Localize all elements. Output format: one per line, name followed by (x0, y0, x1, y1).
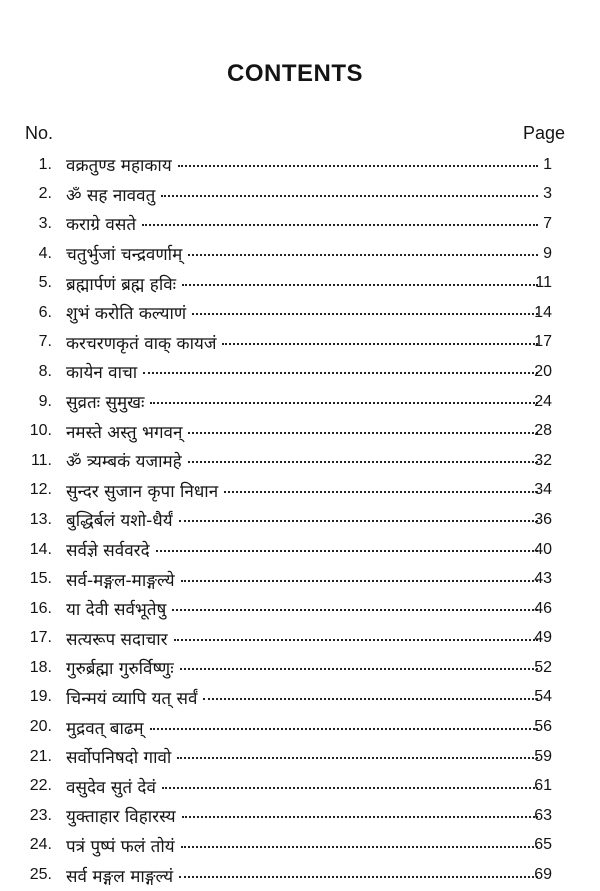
entry-number: 24. (29, 836, 52, 854)
dot-leader (224, 491, 538, 493)
entry-number: 9. (38, 392, 52, 410)
entry-title: गुरुर्ब्रह्मा गुरुर्विष्णुः (66, 659, 174, 680)
dot-leader (177, 757, 538, 759)
entry-page: 52 (534, 658, 552, 676)
entry-title: कायेन वाचा (66, 363, 138, 384)
entry-number: 7. (38, 333, 52, 351)
entry-page: 59 (534, 747, 552, 765)
page-column-header: Page (523, 123, 566, 143)
entry-title: मुद्रवत् बाढम् (66, 718, 144, 739)
entry-number: 4. (38, 244, 52, 262)
toc-entry[interactable] (0, 831, 600, 861)
dot-leader (162, 787, 538, 789)
dot-leader (188, 461, 538, 463)
entry-number: 22. (29, 777, 52, 795)
dot-leader (150, 728, 538, 730)
entry-page: 63 (534, 806, 552, 824)
entry-number: 3. (38, 214, 52, 232)
entry-number: 13. (29, 510, 52, 528)
dot-leader (182, 284, 538, 286)
entry-page: 32 (534, 451, 552, 469)
dot-leader (150, 402, 538, 404)
entry-page: 49 (534, 629, 552, 647)
entry-title: सत्यरूप सदाचार (66, 629, 168, 650)
entry-page: 46 (534, 599, 552, 617)
dot-leader (142, 224, 538, 226)
entry-page: 7 (543, 214, 552, 232)
dot-leader (178, 165, 538, 167)
toc-entry[interactable] (0, 298, 600, 328)
dot-leader (188, 432, 538, 434)
dot-leader (188, 254, 538, 256)
entry-title: सुव्रतः सुमुखः (66, 393, 145, 414)
entry-page: 17 (534, 333, 552, 351)
dot-leader (180, 668, 538, 670)
entry-title: पत्रं पुष्पं फलं तोयं (66, 836, 175, 857)
toc-entry[interactable] (0, 683, 600, 713)
table-of-contents (0, 150, 600, 890)
dot-leader (192, 313, 538, 315)
entry-title: शुभं करोति कल्याणं (66, 304, 187, 325)
entry-page: 11 (535, 274, 552, 292)
entry-title: ॐ त्र्यम्बकं यजामहे (66, 452, 182, 473)
entry-title: चतुर्भुजां चन्द्रवर्णाम् (66, 245, 183, 266)
toc-entry[interactable] (0, 476, 600, 506)
entry-number: 15. (29, 570, 52, 588)
entry-title: वसुदेव सुतं देवं (66, 777, 156, 798)
toc-entry[interactable] (0, 387, 600, 417)
toc-entry[interactable] (0, 209, 600, 239)
dot-leader (182, 816, 538, 818)
entry-title: ब्रह्मार्पणं ब्रह्म हविः (66, 274, 177, 295)
entry-page: 61 (534, 777, 552, 795)
entry-page: 34 (534, 481, 552, 499)
toc-entry[interactable] (0, 712, 600, 742)
entry-number: 2. (38, 185, 52, 203)
entry-title: वक्रतुण्ड महाकाय (66, 156, 172, 177)
dot-leader (179, 520, 538, 522)
entry-number: 11. (30, 451, 52, 469)
entry-number: 8. (38, 362, 52, 380)
dot-leader (143, 372, 538, 374)
entry-page: 40 (534, 540, 552, 558)
toc-entry[interactable] (0, 180, 600, 210)
entry-page: 28 (534, 422, 552, 440)
entry-title: ॐ सह नाववतु (66, 185, 156, 206)
entry-title: सर्व-मङ्गल-माङ्गल्ये (66, 570, 175, 591)
entry-title: करचरणकृतं वाक् कायजं (66, 333, 217, 354)
entry-number: 1. (38, 155, 52, 173)
toc-entry[interactable] (0, 564, 600, 594)
toc-entry[interactable] (0, 742, 600, 772)
toc-entry[interactable] (0, 801, 600, 831)
entry-page: 1 (543, 155, 552, 173)
toc-entry[interactable] (0, 239, 600, 269)
toc-entry[interactable] (0, 268, 600, 298)
dot-leader (203, 698, 538, 700)
entry-title: चिन्मयं व्यापि यत् सर्वं (66, 688, 198, 709)
entry-page: 56 (534, 718, 552, 736)
entry-title: कराग्रे वसते (66, 215, 137, 236)
entry-number: 16. (29, 599, 52, 617)
dot-leader (172, 609, 538, 611)
dot-leader (181, 580, 538, 582)
entry-number: 21. (29, 747, 52, 765)
entry-number: 14. (29, 540, 52, 558)
dot-leader (181, 846, 538, 848)
entry-page: 3 (543, 185, 552, 203)
dot-leader (161, 195, 538, 197)
toc-entry[interactable] (0, 624, 600, 654)
entry-page: 36 (534, 510, 552, 528)
entry-number: 25. (29, 866, 52, 884)
entry-title: सर्वोपनिषदो गावो (66, 748, 172, 769)
entry-page: 14 (534, 303, 552, 321)
dot-leader (174, 639, 538, 641)
entry-page: 20 (534, 362, 552, 380)
entry-number: 23. (29, 806, 52, 824)
toc-entry[interactable] (0, 860, 600, 890)
toc-entry[interactable] (0, 150, 600, 180)
entry-page: 43 (534, 570, 552, 588)
dot-leader (179, 876, 538, 878)
entry-number: 17. (29, 629, 52, 647)
entry-title: सर्वज्ञे सर्ववरदे (66, 541, 150, 562)
toc-entry[interactable] (0, 771, 600, 801)
toc-entry[interactable] (0, 446, 600, 476)
toc-entry[interactable] (0, 594, 600, 624)
entry-page: 54 (534, 688, 552, 706)
entry-page: 65 (534, 836, 552, 854)
entry-title: सर्व मङ्गल माङ्गल्यं (66, 866, 174, 887)
entry-number: 6. (38, 303, 52, 321)
toc-entry[interactable] (0, 416, 600, 446)
toc-entry[interactable] (0, 653, 600, 683)
toc-entry[interactable] (0, 357, 600, 387)
toc-entry[interactable] (0, 328, 600, 358)
entry-page: 9 (543, 244, 552, 262)
entry-title: नमस्ते अस्तु भगवन् (66, 422, 183, 443)
toc-entry[interactable] (0, 535, 600, 565)
entry-number: 20. (29, 718, 52, 736)
number-column-header: No. (25, 123, 54, 143)
page-title: CONTENTS (227, 60, 363, 87)
entry-title: सुन्दर सुजान कृपा निधान (66, 481, 219, 502)
entry-title: या देवी सर्वभूतेषु (66, 600, 167, 621)
entry-title: बुद्धिर्बलं यशो-धैर्यं (66, 511, 173, 532)
entry-number: 19. (29, 688, 52, 706)
entry-number: 5. (38, 274, 52, 292)
toc-entry[interactable] (0, 505, 600, 535)
entry-title: युक्ताहार विहारस्य (66, 807, 176, 828)
entry-page: 69 (534, 866, 552, 884)
entry-page: 24 (534, 392, 552, 410)
entry-number: 10. (29, 422, 52, 440)
entry-number: 18. (29, 658, 52, 676)
dot-leader (156, 550, 538, 552)
dot-leader (222, 343, 538, 345)
entry-number: 12. (29, 481, 52, 499)
